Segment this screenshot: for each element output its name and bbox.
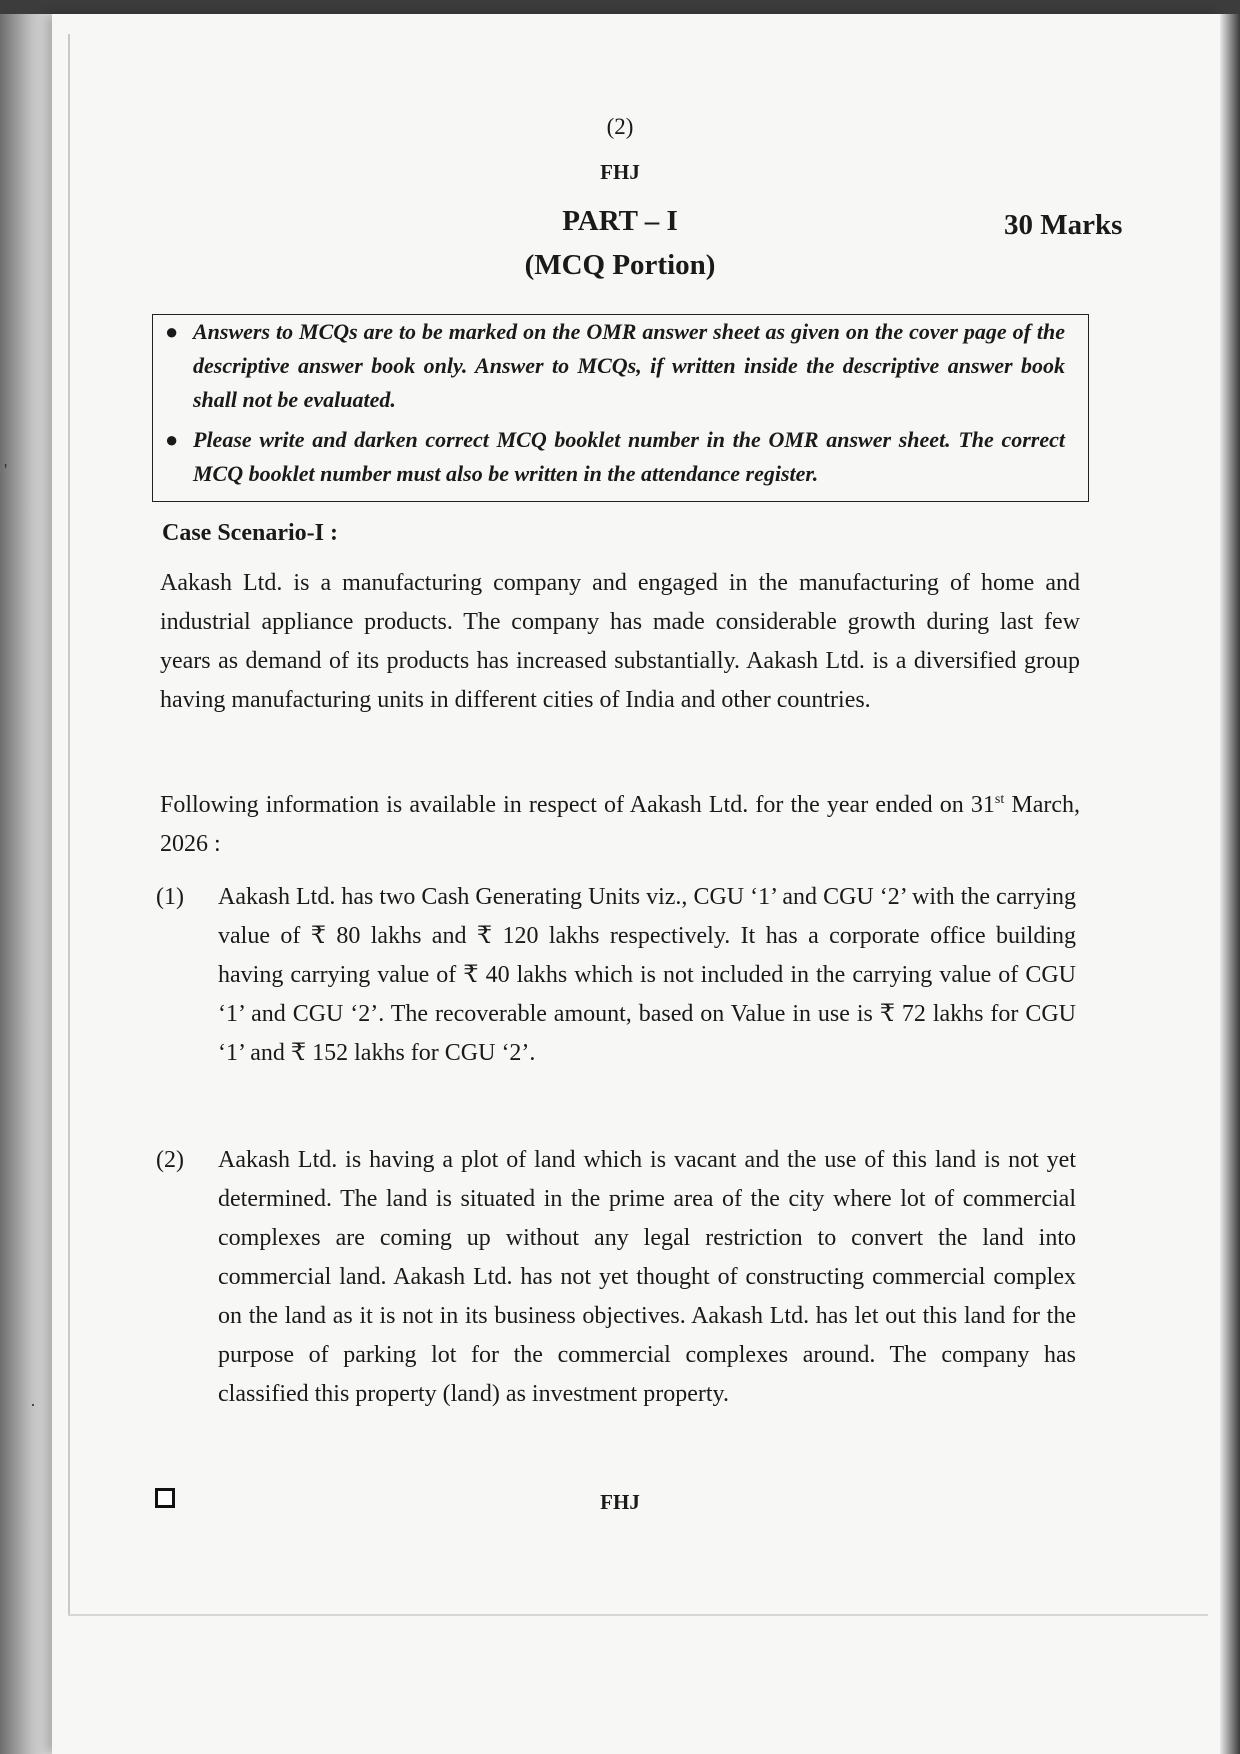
info-superscript: st <box>994 792 1005 807</box>
item-text: Aakash Ltd. has two Cash Generating Units viz., CGU ‘1’ and CGU ‘2’ with the carrying value of ₹ 80 lakhs and ₹ 120 lakhs respectively. It has a corporate office building having carrying value of ₹ 40 lakhs which is not included in the carrying value of CGU ‘1’ and CGU ‘2’. The recoverable amount, based on Value in use is ₹ 72 lakhs for CGU ‘1’ and ₹ 152 lakhs for CGU ‘2’. <box>218 884 1076 1066</box>
item-text: Aakash Ltd. is having a plot of land which is vacant and the use of this land is not yet determined. The land is situated in the prime area of the city where lot of commercial complexes are coming up without any legal restriction to convert the land into commercial land. Aakash Ltd. has not yet thought of constructing commercial complex on the land as it is not in its business objectives. Aakash Ltd. has let out this land for the purpose of parking lot for the commercial complexes around. The company has classified this property (land) as investment property. <box>218 1147 1076 1407</box>
scan-top-edge <box>0 0 1240 14</box>
paper-code-footer: FHJ <box>600 1490 640 1514</box>
part-title: PART – I <box>562 205 678 237</box>
bullet-icon: ● <box>165 427 179 452</box>
margin-speck-icon: · <box>30 1395 36 1415</box>
margin-speck-icon: ' <box>4 460 8 480</box>
instruction-item <box>165 423 1065 491</box>
info-prefix: Following information is available in respect of Aakash Ltd. for the year ended on 31 <box>160 792 995 818</box>
instructions-box <box>152 314 1089 502</box>
instruction-text: Please write and darken correct MCQ booklet number in the OMR answer sheet. The correct MCQ booklet number must also be written in the attendance register. <box>193 427 1065 486</box>
paper-code-header: FHJ <box>600 160 640 184</box>
section-subtitle: (MCQ Portion) <box>524 249 716 281</box>
page-bottom-edge <box>68 1614 1208 1616</box>
bullet-icon: ● <box>165 319 179 344</box>
item-number: (2) <box>156 1147 184 1173</box>
item-number: (1) <box>156 884 184 910</box>
instruction-text: Answers to MCQs are to be marked on the OMR answer sheet as given on the cover page of the descriptive answer book only. Answer to MCQs, if written inside the descriptive answer book shall not be evaluated. <box>193 319 1065 412</box>
case-item <box>156 1141 1076 1421</box>
info-paragraph <box>160 786 1080 864</box>
case-item <box>156 878 1076 1118</box>
page-number: (2) <box>606 114 634 139</box>
instruction-item <box>165 315 1065 417</box>
info-suffix: March, 2026 : <box>160 792 1080 857</box>
case-intro-paragraph: Aakash Ltd. is a manufacturing company and engaged in the manufacturing of home and industrial appliance products. The company has made considerable growth during last few years as demand of its products has increased substantially. Aakash Ltd. is a diversified group having manufacturing units in different cities of India and other countries. <box>160 570 1080 713</box>
case-scenario-title: Case Scenario-I : <box>162 520 338 546</box>
marks-label: 30 Marks <box>1004 209 1123 241</box>
